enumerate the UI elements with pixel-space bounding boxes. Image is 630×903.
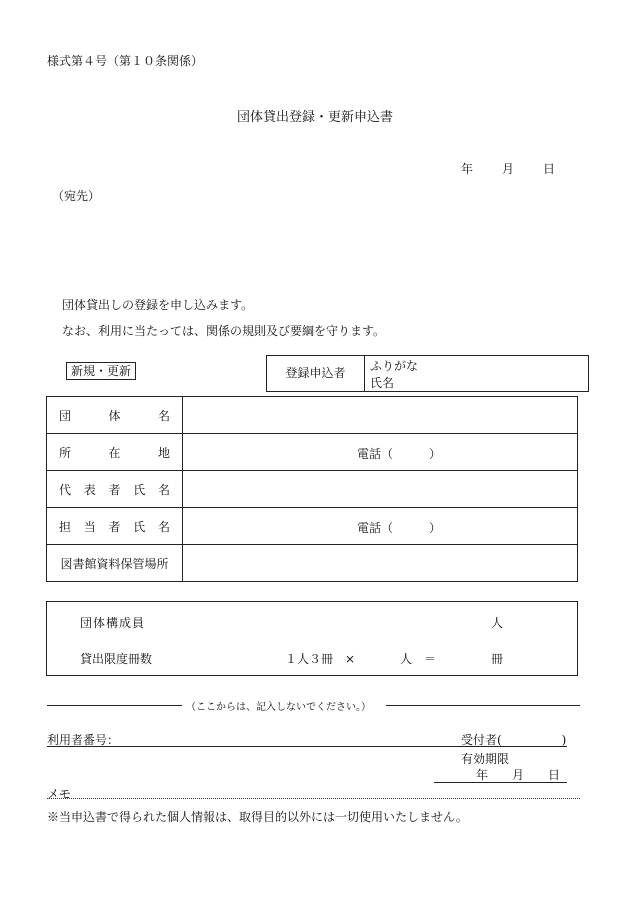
address-field[interactable] bbox=[183, 434, 578, 471]
intro-line-2: なお、利用に当たっては、関係の規則及び要綱を守ります。 bbox=[62, 324, 386, 338]
address-label: 所在地 bbox=[47, 434, 183, 471]
office-use-note: （ここからは、記入しないでください。） bbox=[186, 702, 371, 713]
table-row bbox=[47, 397, 578, 434]
applicant-box bbox=[266, 355, 589, 392]
contact-person-label: 担当者氏名 bbox=[47, 508, 183, 545]
storage-location-field[interactable] bbox=[183, 545, 578, 582]
members-unit: 人 bbox=[491, 616, 504, 630]
date-month-label: 月 bbox=[502, 162, 515, 176]
contact-phone-label: 電話（ ） bbox=[357, 521, 442, 535]
info-table bbox=[46, 396, 578, 582]
members-box bbox=[46, 601, 578, 676]
date-day-label: 日 bbox=[543, 162, 556, 176]
memo-label: メモ bbox=[47, 787, 72, 801]
addressee-label: （宛先） bbox=[52, 189, 101, 203]
storage-location-label: 図書館資料保管場所 bbox=[47, 545, 183, 582]
divider-right bbox=[386, 705, 580, 706]
divider-left bbox=[47, 705, 182, 706]
form-number: 様式第４号（第１０条関係） bbox=[47, 54, 204, 68]
members-label: 団体構成員 bbox=[80, 616, 146, 630]
group-name-label: 団体名 bbox=[47, 397, 183, 434]
receiver-label: 受付者( ) bbox=[461, 733, 567, 747]
representative-label: 代表者氏名 bbox=[47, 471, 183, 508]
table-row bbox=[47, 545, 578, 582]
user-number-underline bbox=[47, 746, 567, 747]
memo-dotted-line bbox=[47, 798, 580, 799]
date-year-label: 年 bbox=[461, 162, 474, 176]
limit-formula-b: 人 ＝ bbox=[400, 652, 437, 666]
application-type-box[interactable]: 新規・更新 bbox=[66, 362, 136, 380]
representative-field[interactable] bbox=[183, 471, 578, 508]
table-row bbox=[47, 471, 578, 508]
validity-underline bbox=[434, 782, 567, 783]
limit-unit: 冊 bbox=[491, 652, 504, 666]
table-row bbox=[47, 508, 578, 545]
contact-person-field[interactable] bbox=[183, 508, 578, 545]
user-number-label: 利用者番号： bbox=[47, 733, 120, 747]
furigana-label: ふりがな bbox=[370, 359, 419, 373]
name-label: 氏名 bbox=[370, 376, 395, 390]
privacy-note: ※当申込書で得られた個人情報は、取得目的以外には一切使用いたしません。 bbox=[47, 810, 468, 824]
validity-date: 年 月 日 bbox=[476, 768, 561, 782]
form-title: 団体貸出登録・更新申込書 bbox=[236, 110, 393, 125]
table-row bbox=[47, 434, 578, 471]
group-name-field[interactable] bbox=[183, 397, 578, 434]
limit-formula-a: １人３冊 × bbox=[285, 652, 356, 666]
address-phone-label: 電話（ ） bbox=[357, 447, 442, 461]
intro-line-1: 団体貸出しの登録を申し込みます。 bbox=[62, 298, 254, 312]
validity-label: 有効期限 bbox=[461, 752, 510, 766]
limit-label: 貸出限度冊数 bbox=[80, 652, 153, 666]
applicant-label: 登録申込者 bbox=[267, 356, 365, 391]
